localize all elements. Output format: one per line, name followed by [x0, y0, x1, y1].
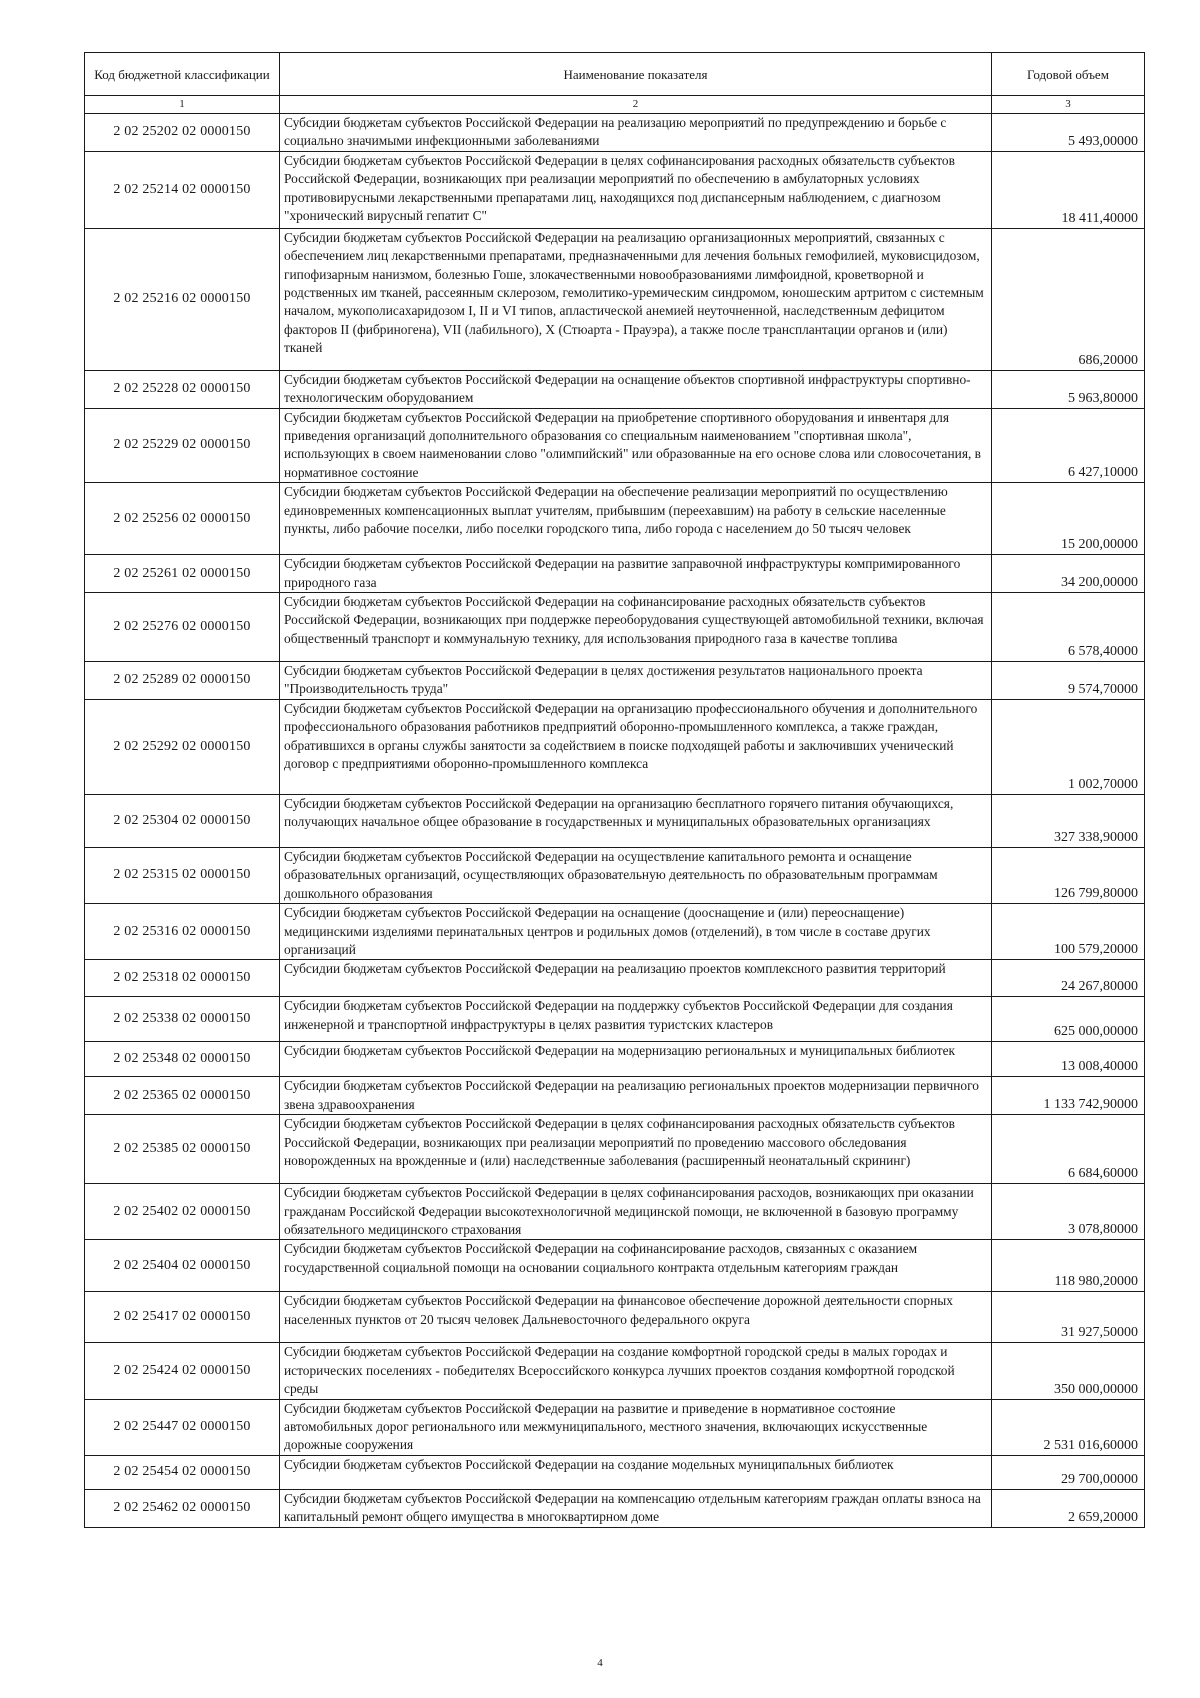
- row-name: Субсидии бюджетам субъектов Российской Федерации в целях софинансирования расходных обязательств субъектов Российской Федерации, возникающих при реализации мероприятий по обеспечению в амбулаторных условиях противовирусными лекарственными препаратами лиц, находящихся под диспансерным наблюдением, с диагнозом "хронический вирусный гепатит С": [280, 151, 992, 228]
- row-value: 350 000,00000: [992, 1343, 1145, 1399]
- row-name: Субсидии бюджетам субъектов Российской Федерации на модернизацию региональных и муниципальных библиотек: [280, 1042, 992, 1077]
- column-number-2: 2: [280, 96, 992, 114]
- row-name: Субсидии бюджетам субъектов Российской Федерации в целях достижения результатов национального проекта "Производительность труда": [280, 662, 992, 700]
- row-code: 2 02 25256 02 0000150: [85, 483, 280, 555]
- row-code: 2 02 25318 02 0000150: [85, 960, 280, 997]
- table-row: [85, 997, 1145, 1042]
- header-volume: Годовой объем: [992, 53, 1145, 96]
- row-name: Субсидии бюджетам субъектов Российской Федерации на оснащение объектов спортивной инфраструктуры спортивно-технологическим оборудованием: [280, 370, 992, 408]
- table-row: [85, 408, 1145, 483]
- table-row: [85, 483, 1145, 555]
- column-number-1: 1: [85, 96, 280, 114]
- row-code: 2 02 25417 02 0000150: [85, 1292, 280, 1343]
- row-code: 2 02 25424 02 0000150: [85, 1343, 280, 1399]
- table-row: [85, 1489, 1145, 1527]
- table-row: [85, 847, 1145, 903]
- row-name: Субсидии бюджетам субъектов Российской Федерации на осуществление капитального ремонта и оснащение образовательных организаций, осуществляющих образовательную деятельность по образовательным программам дошкольного образования: [280, 847, 992, 903]
- row-value: 126 799,80000: [992, 847, 1145, 903]
- row-name: Субсидии бюджетам субъектов Российской Федерации на реализацию мероприятий по предупреждению и борьбе с социально значимыми инфекционными заболеваниями: [280, 114, 992, 152]
- table-row: [85, 794, 1145, 847]
- row-value: 1 133 742,90000: [992, 1077, 1145, 1115]
- row-value: 15 200,00000: [992, 483, 1145, 555]
- row-code: 2 02 25304 02 0000150: [85, 794, 280, 847]
- row-code: 2 02 25316 02 0000150: [85, 904, 280, 960]
- row-value: 6 427,10000: [992, 408, 1145, 483]
- row-code: 2 02 25276 02 0000150: [85, 593, 280, 662]
- table-row: [85, 370, 1145, 408]
- row-name: Субсидии бюджетам субъектов Российской Федерации на финансовое обеспечение дорожной деятельности спорных населенных пунктов от 20 тысяч человек Дальневосточного федерального округа: [280, 1292, 992, 1343]
- row-code: 2 02 25385 02 0000150: [85, 1115, 280, 1184]
- row-name: Субсидии бюджетам субъектов Российской Федерации на реализацию организационных мероприятий, связанных с обеспечением лиц лекарственными препаратами, предназначенными для лечения больных гемофилией, муковисцидозом, гипофизарным нанизмом, болезнью Гоше, злокачественными новообразованиями лимфоидной, кроветворной и родственных им тканей, рассеянным склерозом, гемолитико-уремическим синдромом, юношеским артритом с системным началом, мукополисахаридозом I, II и VI типов, апластической анемией неуточненной, наследственным дефицитом факторов II (фибриногена), VII (лабильного), X (Стюарта - Прауэра), а также после трансплантации органов и (или) тканей: [280, 228, 992, 370]
- row-name: Субсидии бюджетам субъектов Российской Федерации на организацию профессионального обучения и дополнительного профессионального образования работников предприятий оборонно-промышленного комплекса, а также граждан, обратившихся в органы службы занятости за содействием в поиске подходящей работы и заключивших ученический договор с предприятиями оборонно-промышленного комплекса: [280, 699, 992, 794]
- table-row: [85, 1240, 1145, 1292]
- row-code: 2 02 25315 02 0000150: [85, 847, 280, 903]
- table-row: [85, 960, 1145, 997]
- header-row: [85, 53, 1145, 96]
- row-code: 2 02 25365 02 0000150: [85, 1077, 280, 1115]
- table-row: [85, 1077, 1145, 1115]
- row-name: Субсидии бюджетам субъектов Российской Федерации на развитие и приведение в нормативное состояние автомобильных дорог регионального или межмуниципального, местного значения, включающих искусственные дорожные сооружения: [280, 1399, 992, 1455]
- document-page: [84, 52, 1144, 1528]
- row-value: 1 002,70000: [992, 699, 1145, 794]
- row-value: 9 574,70000: [992, 662, 1145, 700]
- row-value: 5 963,80000: [992, 370, 1145, 408]
- row-code: 2 02 25348 02 0000150: [85, 1042, 280, 1077]
- row-name: Субсидии бюджетам субъектов Российской Федерации на приобретение спортивного оборудования и инвентаря для приведения организаций дополнительного образования со специальным наименованием "спортивная школа", использующих в своем наименовании слово "олимпийский" или образованные на его основе слова или словосочетания, в нормативное состояние: [280, 408, 992, 483]
- table-row: [85, 662, 1145, 700]
- row-code: 2 02 25229 02 0000150: [85, 408, 280, 483]
- row-code: 2 02 25402 02 0000150: [85, 1184, 280, 1240]
- row-code: 2 02 25202 02 0000150: [85, 114, 280, 152]
- row-name: Субсидии бюджетам субъектов Российской Федерации на создание комфортной городской среды в малых городах и исторических поселениях - победителях Всероссийского конкурса лучших проектов создания комфортной городской среды: [280, 1343, 992, 1399]
- row-code: 2 02 25447 02 0000150: [85, 1399, 280, 1455]
- row-value: 29 700,00000: [992, 1455, 1145, 1489]
- row-code: 2 02 25216 02 0000150: [85, 228, 280, 370]
- row-name: Субсидии бюджетам субъектов Российской Федерации на реализацию проектов комплексного развития территорий: [280, 960, 992, 997]
- row-code: 2 02 25404 02 0000150: [85, 1240, 280, 1292]
- column-number-row: [85, 96, 1145, 114]
- row-value: 31 927,50000: [992, 1292, 1145, 1343]
- row-value: 625 000,00000: [992, 997, 1145, 1042]
- header-name: Наименование показателя: [280, 53, 992, 96]
- row-name: Субсидии бюджетам субъектов Российской Федерации на организацию бесплатного горячего питания обучающихся, получающих начальное общее образование в государственных и муниципальных образовательных организациях: [280, 794, 992, 847]
- row-code: 2 02 25338 02 0000150: [85, 997, 280, 1042]
- row-name: Субсидии бюджетам субъектов Российской Федерации на создание модельных муниципальных библиотек: [280, 1455, 992, 1489]
- row-name: Субсидии бюджетам субъектов Российской Федерации в целях софинансирования расходных обязательств субъектов Российской Федерации, возникающих при реализации мероприятий по проведению массового обследования новорожденных на врожденные и (или) наследственные заболевания (расширенный неонатальный скрининг): [280, 1115, 992, 1184]
- row-value: 18 411,40000: [992, 151, 1145, 228]
- table-row: [85, 151, 1145, 228]
- table-row: [85, 1115, 1145, 1184]
- row-name: Субсидии бюджетам субъектов Российской Федерации на софинансирование расходов, связанных с оказанием государственной социальной помощи на основании социального контракта отдельным категориям граждан: [280, 1240, 992, 1292]
- row-name: Субсидии бюджетам субъектов Российской Федерации на развитие заправочной инфраструктуры компримированного природного газа: [280, 555, 992, 593]
- row-code: 2 02 25454 02 0000150: [85, 1455, 280, 1489]
- row-name: Субсидии бюджетам субъектов Российской Федерации на оснащение (дооснащение и (или) переоснащение) медицинскими изделиями перинатальных центров и родильных домов (отделений), в том числе в составе других организаций: [280, 904, 992, 960]
- table-row: [85, 555, 1145, 593]
- row-value: 118 980,20000: [992, 1240, 1145, 1292]
- table-row: [85, 593, 1145, 662]
- table-row: [85, 904, 1145, 960]
- row-value: 327 338,90000: [992, 794, 1145, 847]
- table-row: [85, 1184, 1145, 1240]
- table-row: [85, 1042, 1145, 1077]
- row-code: 2 02 25462 02 0000150: [85, 1489, 280, 1527]
- row-code: 2 02 25261 02 0000150: [85, 555, 280, 593]
- row-name: Субсидии бюджетам субъектов Российской Федерации в целях софинансирования расходов, возникающих при оказании гражданам Российской Федерации высокотехнологичной медицинской помощи, не включенной в базовую программу обязательного медицинского страхования: [280, 1184, 992, 1240]
- budget-table: [84, 52, 1145, 1528]
- row-code: 2 02 25292 02 0000150: [85, 699, 280, 794]
- row-value: 13 008,40000: [992, 1042, 1145, 1077]
- row-value: 3 078,80000: [992, 1184, 1145, 1240]
- table-row: [85, 1292, 1145, 1343]
- column-number-3: 3: [992, 96, 1145, 114]
- table-row: [85, 1399, 1145, 1455]
- header-code: Код бюджетной классификации: [85, 53, 280, 96]
- row-value: 6 684,60000: [992, 1115, 1145, 1184]
- row-name: Субсидии бюджетам субъектов Российской Федерации на софинансирование расходных обязательств субъектов Российской Федерации, возникающих при поддержке переоборудования существующей автомобильной техники, включая общественный транспорт и коммунальную технику, для использования природного газа в качестве топлива: [280, 593, 992, 662]
- row-name: Субсидии бюджетам субъектов Российской Федерации на поддержку субъектов Российской Федерации для создания инженерной и транспортной инфраструктуры в целях развития туристских кластеров: [280, 997, 992, 1042]
- table-row: [85, 1455, 1145, 1489]
- table-row: [85, 114, 1145, 152]
- row-value: 686,20000: [992, 228, 1145, 370]
- page-number: 4: [597, 1657, 603, 1669]
- row-value: 2 659,20000: [992, 1489, 1145, 1527]
- row-name: Субсидии бюджетам субъектов Российской Федерации на реализацию региональных проектов модернизации первичного звена здравоохранения: [280, 1077, 992, 1115]
- row-name: Субсидии бюджетам субъектов Российской Федерации на компенсацию отдельным категориям граждан оплаты взноса на капитальный ремонт общего имущества в многоквартирном доме: [280, 1489, 992, 1527]
- table-row: [85, 699, 1145, 794]
- table-row: [85, 228, 1145, 370]
- row-value: 34 200,00000: [992, 555, 1145, 593]
- table-row: [85, 1343, 1145, 1399]
- table-body: [85, 114, 1145, 1528]
- row-value: 5 493,00000: [992, 114, 1145, 152]
- row-code: 2 02 25214 02 0000150: [85, 151, 280, 228]
- row-value: 2 531 016,60000: [992, 1399, 1145, 1455]
- row-value: 100 579,20000: [992, 904, 1145, 960]
- row-code: 2 02 25289 02 0000150: [85, 662, 280, 700]
- row-value: 6 578,40000: [992, 593, 1145, 662]
- row-code: 2 02 25228 02 0000150: [85, 370, 280, 408]
- row-value: 24 267,80000: [992, 960, 1145, 997]
- row-name: Субсидии бюджетам субъектов Российской Федерации на обеспечение реализации мероприятий по осуществлению единовременных компенсационных выплат учителям, прибывшим (переехавшим) на работу в сельские населенные пункты, либо рабочие поселки, либо поселки городского типа, либо города с населением до 50 тысяч человек: [280, 483, 992, 555]
